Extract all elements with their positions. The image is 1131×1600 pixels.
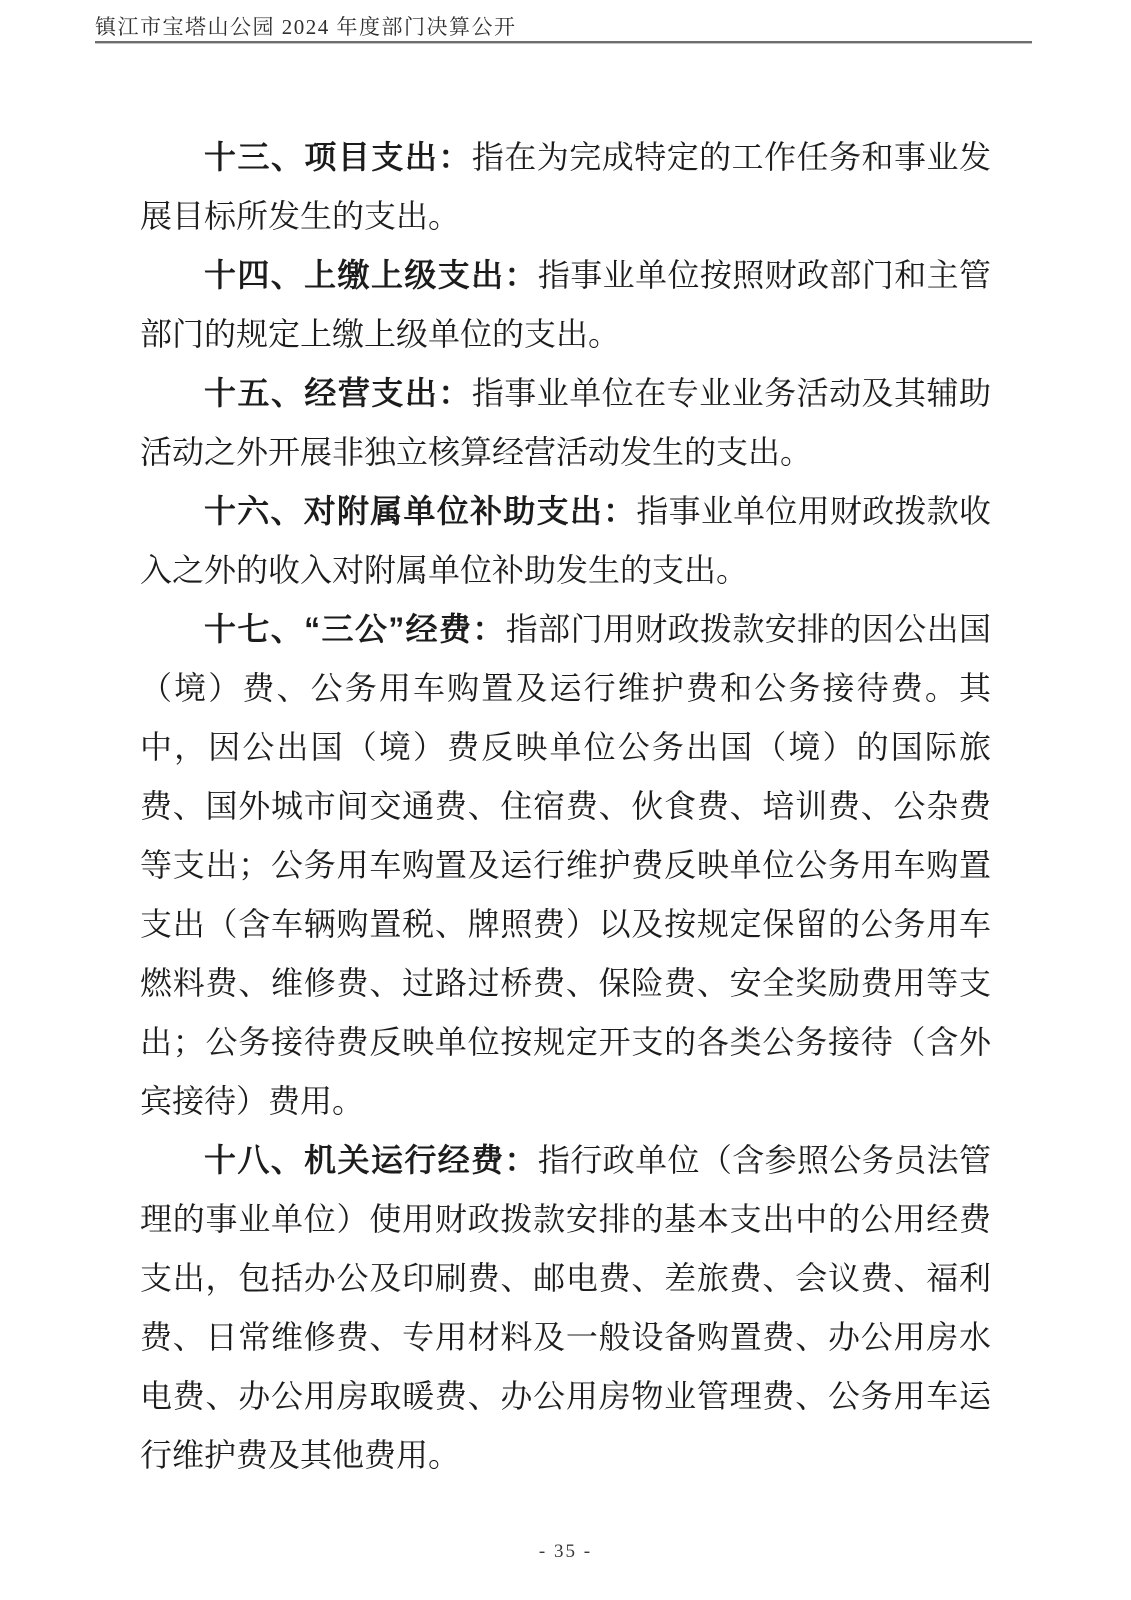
term-definition-14: 指事业单位按照财政部门和主管部门的规定上缴上级单位的支出。 [140, 257, 991, 352]
term-definition-13: 指在为完成特定的工作任务和事业发展目标所发生的支出。 [140, 139, 991, 234]
term-label-18: 十八、机关运行经费： [204, 1142, 538, 1178]
term-label-17: 十七、“三公”经费： [204, 611, 506, 647]
document-body [140, 128, 991, 1485]
term-definition-15: 指事业单位在专业业务活动及其辅助活动之外开展非独立核算经营活动发生的支出。 [140, 375, 991, 470]
term-definition-18: 指行政单位（含参照公务员法管理的事业单位）使用财政拨款安排的基本支出中的公用经费支出，包括办公及印刷费、邮电费、差旅费、会议费、福利费、日常维修费、专用材料及一般设备购置费、办公用房水电费、办公用房取暖费、办公用房物业管理费、公务用车运行维护费及其他费用。 [140, 1142, 991, 1473]
page-number: - 35 - [538, 1541, 593, 1562]
term-label-16: 十六、对附属单位补助支出： [204, 493, 637, 529]
definition-paragraph-18 [140, 1131, 991, 1485]
term-label-13: 十三、项目支出： [204, 139, 472, 175]
definition-paragraph-16 [140, 482, 991, 600]
definition-paragraph-13 [140, 128, 991, 246]
term-definition-16: 指事业单位用财政拨款收入之外的收入对附属单位补助发生的支出。 [140, 493, 991, 588]
definition-paragraph-17 [140, 600, 991, 1131]
definition-paragraph-14 [140, 246, 991, 364]
term-label-14: 十四、上缴上级支出： [204, 257, 538, 293]
term-label-15: 十五、经营支出： [204, 375, 472, 411]
term-definition-17: 指部门用财政拨款安排的因公出国（境）费、公务用车购置及运行维护费和公务接待费。其中，因公出国（境）费反映单位公务出国（境）的国际旅费、国外城市间交通费、住宿费、伙食费、培训费、公杂费等支出；公务用车购置及运行维护费反映单位公务用车购置支出（含车辆购置税、牌照费）以及按规定保留的公务用车燃料费、维修费、过路过桥费、保险费、安全奖励费用等支出；公务接待费反映单位按规定开支的各类公务接待（含外宾接待）费用。 [140, 611, 991, 1119]
definition-paragraph-15 [140, 364, 991, 482]
header-rule [95, 41, 1032, 44]
page-header-title: 镇江市宝塔山公园 2024 年度部门决算公开 [95, 15, 517, 39]
